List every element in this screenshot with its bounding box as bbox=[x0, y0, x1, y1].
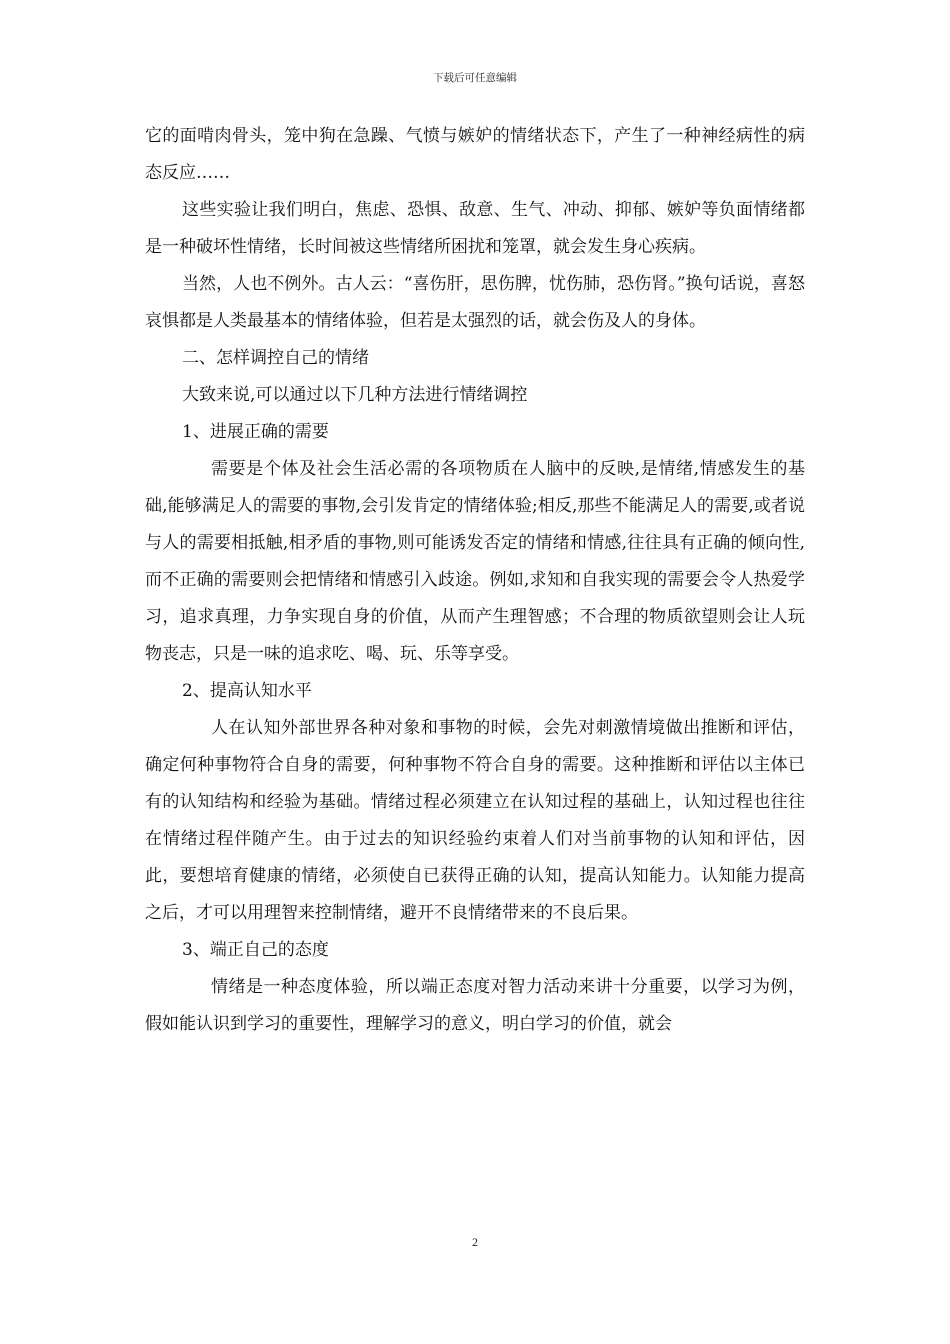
paragraph: 人在认知外部世界各种对象和事物的时候，会先对刺激情境做出推断和评估，确定何种事物符合自身的需要，何种事物不符合自身的需要。这种推断和评估以主体已有的认知结构和经验为基础。情绪过程必须建立在认知过程的基础上，认知过程也往往在情绪过程伴随产生。由于过去的知识经验约束着人们对当前事物的认知和评估，因此，要想培育健康的情绪，必须使自已获得正确的认知，提高认知能力。认知能力提高之后，才可以用理智来控制情绪，避开不良情绪带来的不良后果。 bbox=[145, 718, 805, 923]
paragraph: 大致来说,可以通过以下几种方法进行情绪调控 bbox=[182, 385, 528, 405]
subsection-heading: 3、端正自己的态度 bbox=[182, 940, 329, 960]
document-body bbox=[145, 118, 805, 1043]
subsection-heading: 2、提高认知水平 bbox=[182, 681, 312, 701]
paragraph: 当然，人也不例外。古人云：“喜伤肝，思伤脾，忧伤肺，恐伤肾。”换句话说，喜怒哀惧都是人类最基本的情绪体验，但若是太强烈的话，就会伤及人的身体。 bbox=[145, 274, 805, 331]
paragraph: 情绪是一种态度体验，所以端正态度对智力活动来讲十分重要，以学习为例，假如能认识到学习的重要性，理解学习的意义，明白学习的价值，就会 bbox=[145, 977, 805, 1034]
paragraph: 需要是个体及社会生活必需的各项物质在人脑中的反映,是情绪,情感发生的基础,能够满足人的需要的事物,会引发肯定的情绪体验;相反,那些不能满足人的需要,或者说与人的需要相抵触,相矛盾的事物,则可能诱发否定的情绪和情感,往往具有正确的倾向性,而不正确的需要则会把情绪和情感引入歧途。例如,求知和自我实现的需要会令人热爱学习，追求真理，力争实现自身的价值，从而产生理智感；不合理的物质欲望则会让人玩物丧志，只是一味的追求吃、喝、玩、乐等享受。 bbox=[145, 459, 805, 664]
paragraph: 它的面啃肉骨头，笼中狗在急躁、气愤与嫉妒的情绪状态下，产生了一种神经病性的病态反应…… bbox=[145, 126, 805, 183]
page-number: 2 bbox=[472, 1235, 478, 1249]
section-heading: 二、怎样调控自己的情绪 bbox=[182, 348, 369, 368]
page-header: 下载后可任意编辑 bbox=[433, 72, 517, 84]
paragraph: 这些实验让我们明白，焦虑、恐惧、敌意、生气、冲动、抑郁、嫉妒等负面情绪都是一种破坏性情绪，长时间被这些情绪所困扰和笼罩，就会发生身心疾病。 bbox=[145, 200, 805, 257]
subsection-heading: 1、进展正确的需要 bbox=[182, 422, 329, 442]
